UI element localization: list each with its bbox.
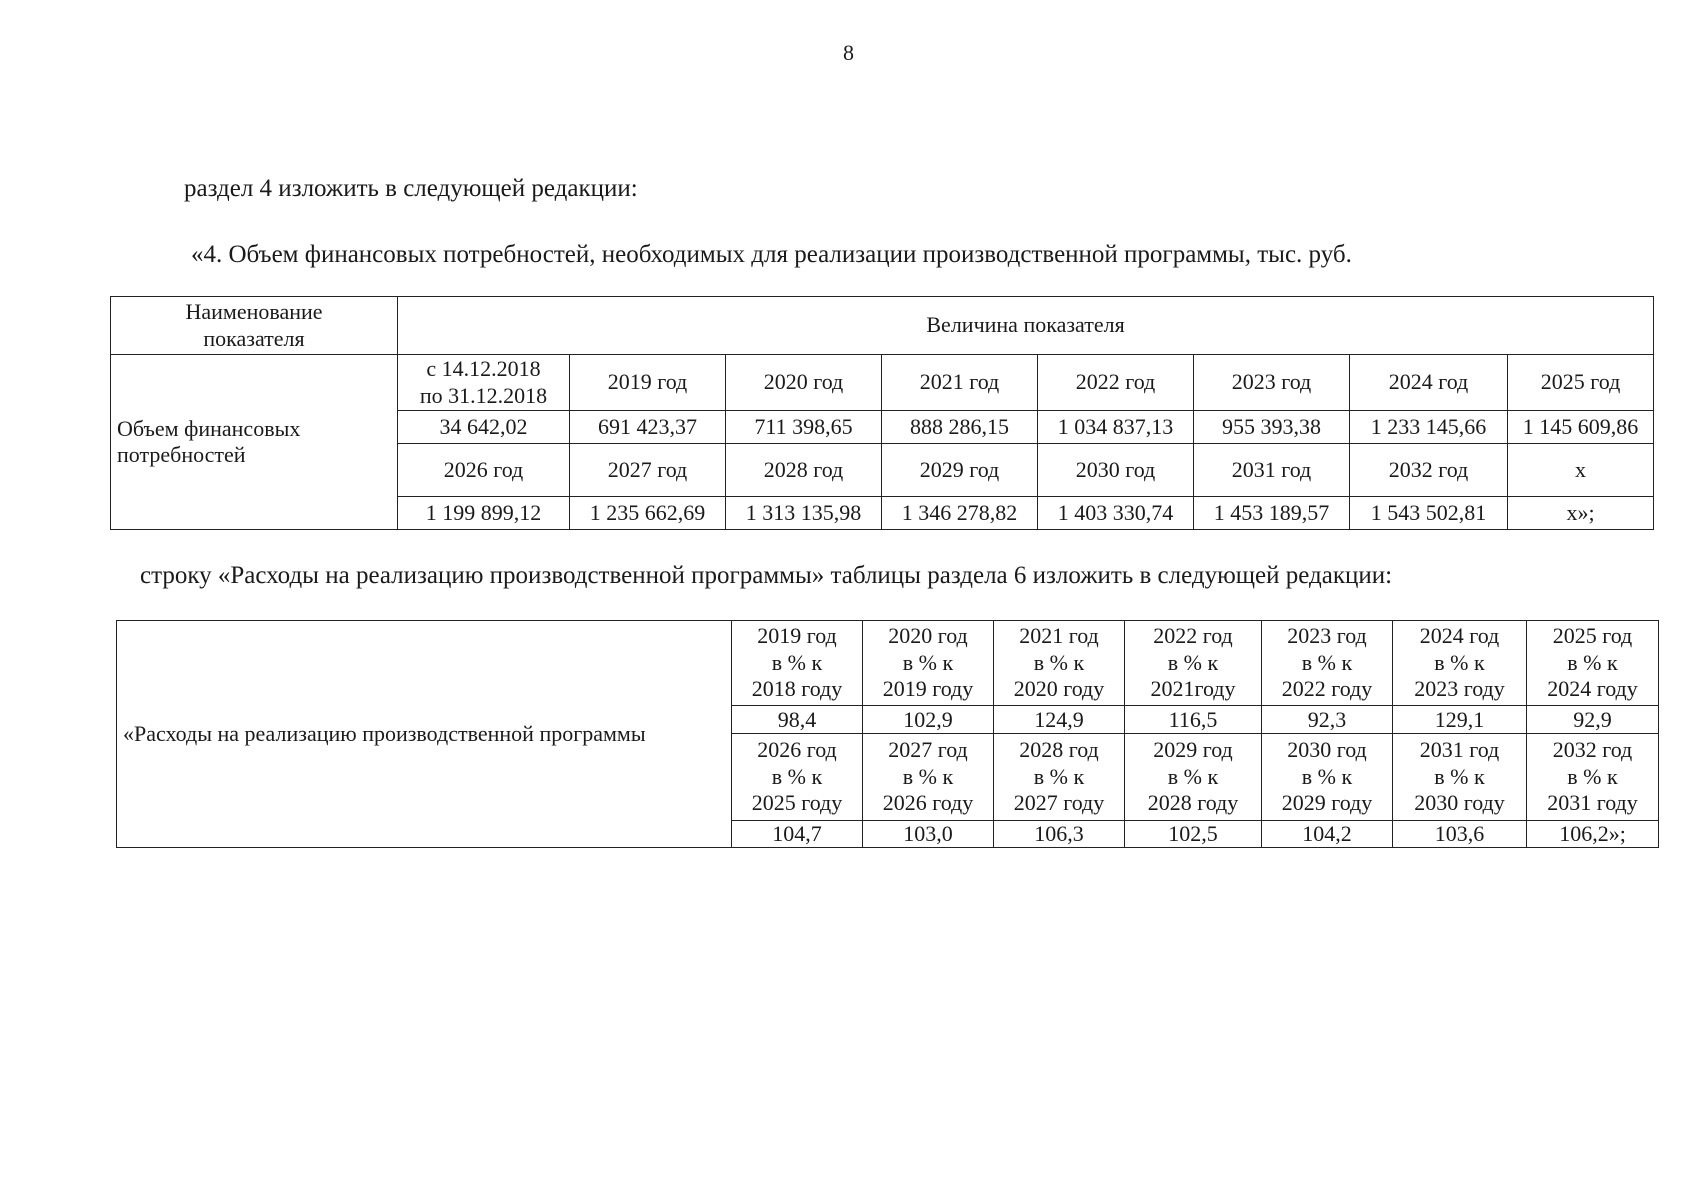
year-cell: 2023 год [1194,355,1350,411]
year-cell: 2022 год [1038,355,1194,411]
value-cell: 1 313 135,98 [726,497,882,530]
intro-text: раздел 4 изложить в следующей редакции: [184,175,638,202]
year-cell: с 14.12.2018 по 31.12.2018 [398,355,570,411]
year-cell: 2021 год [882,355,1038,411]
year-cell: 2029 год [882,444,1038,497]
value-cell: 955 393,38 [1194,411,1350,444]
percent-value-cell: 103,6 [1393,821,1527,848]
percent-header-cell: 2032 год в % к 2031 году [1527,734,1659,821]
year-cell: 2020 год [726,355,882,411]
value-cell: 711 398,65 [726,411,882,444]
percent-value-cell: 102,9 [863,706,994,734]
year-cell: 2031 год [1194,444,1350,497]
value-cell: 1 145 609,86 [1508,411,1654,444]
value-cell: 1 235 662,69 [570,497,726,530]
percent-header-cell: 2022 год в % к 2021году [1125,621,1262,706]
percent-value-cell: 92,9 [1527,706,1659,734]
percent-value-cell: 116,5 [1125,706,1262,734]
percent-value-cell: 102,5 [1125,821,1262,848]
percent-header-cell: 2027 год в % к 2026 году [863,734,994,821]
percent-value-cell: 92,3 [1262,706,1393,734]
percent-header-cell: 2020 год в % к 2019 году [863,621,994,706]
percent-value-cell: 104,2 [1262,821,1393,848]
year-cell: 2027 год [570,444,726,497]
percent-header-cell: 2028 год в % к 2027 году [994,734,1125,821]
year-cell: х [1508,444,1654,497]
header-indicator-name: Наименование показателя [111,297,398,355]
percent-value-cell: 124,9 [994,706,1125,734]
value-cell: 34 642,02 [398,411,570,444]
year-cell: 2026 год [398,444,570,497]
percent-header-cell: 2029 год в % к 2028 году [1125,734,1262,821]
value-cell: 1 346 278,82 [882,497,1038,530]
year-cell: 2024 год [1350,355,1508,411]
percent-header-cell: 2031 год в % к 2030 году [1393,734,1527,821]
percent-header-cell: 2024 год в % к 2023 году [1393,621,1527,706]
year-cell: 2028 год [726,444,882,497]
financial-needs-table [110,296,1654,530]
year-cell: 2025 год [1508,355,1654,411]
section-title: «4. Объем финансовых потребностей, необходимых для реализации производственной программы, тыс. руб. [191,241,1352,268]
value-cell: 1 453 189,57 [1194,497,1350,530]
percent-value-cell: 103,0 [863,821,994,848]
value-cell: 1 199 899,12 [398,497,570,530]
year-cell: 2030 год [1038,444,1194,497]
percent-header-cell: 2030 год в % к 2029 году [1262,734,1393,821]
header-indicator-value: Величина показателя [398,297,1654,355]
value-cell: 1 543 502,81 [1350,497,1508,530]
row-label-expenses: «Расходы на реализацию производственной программы [117,621,732,848]
percent-value-cell: 98,4 [732,706,863,734]
percent-header-cell: 2021 год в % к 2020 году [994,621,1125,706]
percent-value-cell: 129,1 [1393,706,1527,734]
percent-header-cell: 2026 год в % к 2025 году [732,734,863,821]
year-cell: 2032 год [1350,444,1508,497]
value-cell: 1 233 145,66 [1350,411,1508,444]
year-cell: 2019 год [570,355,726,411]
row-label-financial-needs: Объем финансовых потребностей [111,355,398,530]
expenses-table [116,620,1659,848]
percent-header-cell: 2019 год в % к 2018 году [732,621,863,706]
percent-value-cell: 106,3 [994,821,1125,848]
value-cell: 1 403 330,74 [1038,497,1194,530]
value-cell: 691 423,37 [570,411,726,444]
percent-header-cell: 2025 год в % к 2024 году [1527,621,1659,706]
value-cell: 888 286,15 [882,411,1038,444]
percent-header-cell: 2023 год в % к 2022 году [1262,621,1393,706]
value-cell: х»; [1508,497,1654,530]
page-number: 8 [843,40,854,65]
percent-value-cell: 104,7 [732,821,863,848]
value-cell: 1 034 837,13 [1038,411,1194,444]
second-intro-text: строку «Расходы на реализацию производственной программы» таблицы раздела 6 изложить в следующей редакции: [140,562,1393,589]
percent-value-cell: 106,2»; [1527,821,1659,848]
